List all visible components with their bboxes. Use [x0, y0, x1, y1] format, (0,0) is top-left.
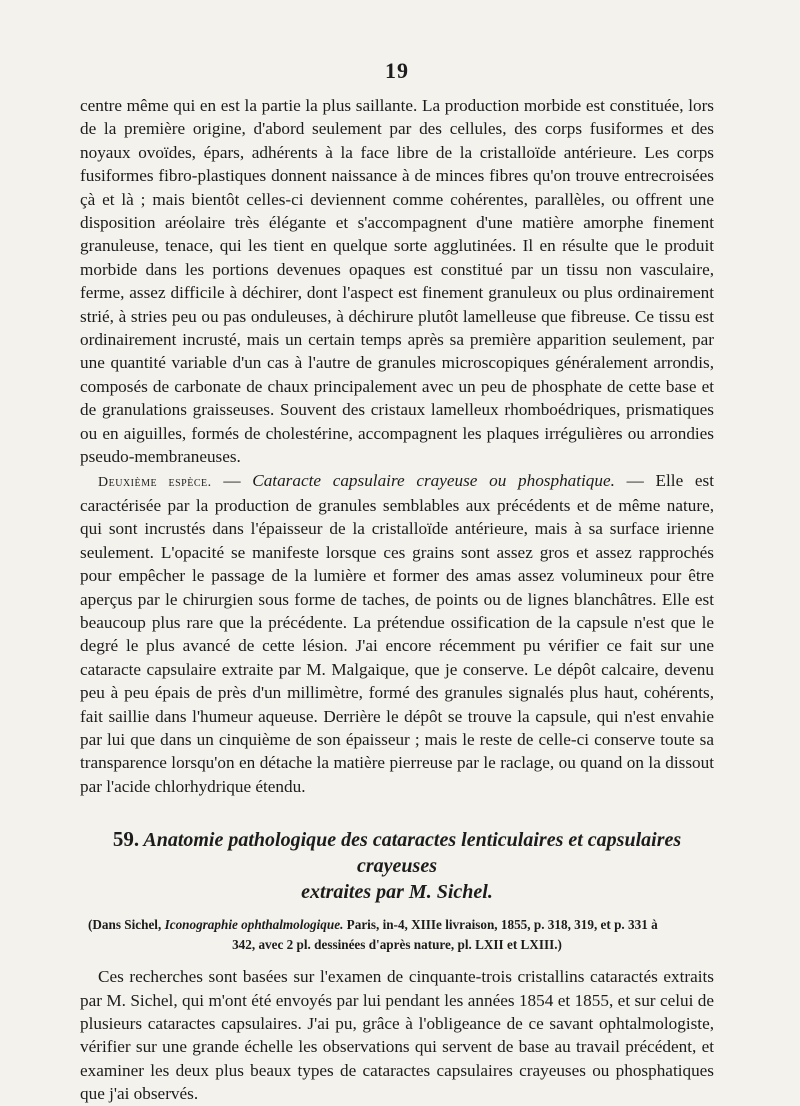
page-number: 19 [385, 58, 409, 83]
citation-prefix: (Dans Sichel, [88, 917, 165, 933]
citation-work: Iconographie ophthalmologique. [164, 917, 344, 933]
section-heading [80, 826, 714, 905]
body-text-2 [80, 965, 714, 1105]
paragraph-1: centre même qui en est la partie la plus saillante. La production morbide est constituée, lors de la première origine, d'abord seulement par des cellules, des corps fusiformes et des noyaux ovoïdes, épars, adhérents à la face libre de la cristalloïde antérieure. Les corps fusiformes fibro-plastiques donnent naissance à de minces fibres qu'on trouve entrecroisées çà et là ; mais bientôt celles-ci deviennent comme cohérentes, parallèles, ou offrent une disposition aréolaire très élégante et s'accompagnent d'une matière amorphe finement granuleuse, tenace, qui les tient en quelque sorte agglutinées. Il en résulte que le produit morbide dans les portions devenues opaques est constitué par un tissu non vasculaire, ferme, assez difficile à déchirer, dont l'aspect est finement granuleux ou plus ordinairement strié, à stries peu ou pas onduleuses, à déchirure plutôt lamelleuse que fibreuse. Ce tissu est ordinairement incrusté, mais un certain temps après sa première apparition seulement, par une quantité variable d'un cas à l'autre de granules microscopiques généralement arrondis, composés de carbonate de chaux principalement avec un peu de phosphate de cette base et de granulations graisseuses. Souvent des cristaux lamelleux rhomboédriques, prismatiques ou en aiguilles, formés de cholestérine, accompagnent les plaques irrégulières ou arrondies pseudo-membraneuses. [80, 96, 714, 467]
section-title-line-2: extraites par M. Sichel. [301, 881, 493, 904]
paragraph-2-text: — Elle est caractérisée par la production de granules semblables aux précédents et de même nature, qui sont incrustés dans l'épaisseur de la cristalloïde antérieure, mais à sa surface irienne seulement. L'opacité se manifeste lorsque ces grains sont assez gros et assez rapprochés pour empêcher le passage de la lumière et former des amas assez volumineux pour être aperçus par le chirurgien sous forme de taches, de points ou de lignes blanchâtres. Elle est beaucoup plus rare que la précédente. La prétendue ossification de la capsule n'est que le degré le plus avancé de cette lésion. J'ai encore récemment pu vérifier ce fait sur une cataracte capsulaire extraite par M. Malgaique, que je conserve. Le dépôt calcaire, devenu peu à peu épais de près d'un millimètre, formé des granules signalés plus haut, cohérents, fait saillie dans l'humeur aqueuse. Derrière le dépôt se trouve la capsule, qui n'est envahie par lui que dans un cinquième de son épaisseur ; mais le reste de celle-ci conserve toute sa transparence lorsqu'on en détache la matière pierreuse par le raclage, ou quand on la dissout par l'acide chlorhydrique étendu. [80, 470, 714, 796]
species-label: Deuxième espèce. [98, 474, 212, 490]
species-dash: — [211, 470, 253, 490]
citation-rest: Paris, in-4, XIIIe livraison, 1855, p. 318, 319, et p. 331 à [343, 917, 658, 933]
section-number: 59. [112, 827, 140, 852]
species-title: Cataracte capsulaire crayeuse ou phosphatique. [252, 470, 615, 490]
paragraph-3: Ces recherches sont basées sur l'examen de cinquante-trois cristallins cataractés extraits par M. Sichel, qui m'ont été envoyés par lui pendant les années 1854 et 1855, et sur celui de plusieurs cataractes capsulaires. J'ai pu, grâce à l'obligeance de ce savant ophtalmologiste, vérifier sur une grande échelle les observations qui servent de base au travail précédent, et examiner les deux plus beaux types de cataractes capsulaires crayeuses ou phosphatiques que j'ai observés. [80, 967, 714, 1104]
body-text [80, 94, 714, 798]
section-title-line-1: Anatomie pathologique des cataractes lenticulaires et capsulaires crayeuses [143, 829, 682, 878]
citation [80, 915, 714, 955]
paragraph-2 [80, 469, 714, 799]
citation-line-2: 342, avec 2 pl. dessinées d'après nature, pl. LXII et LXIII.) [232, 937, 562, 953]
